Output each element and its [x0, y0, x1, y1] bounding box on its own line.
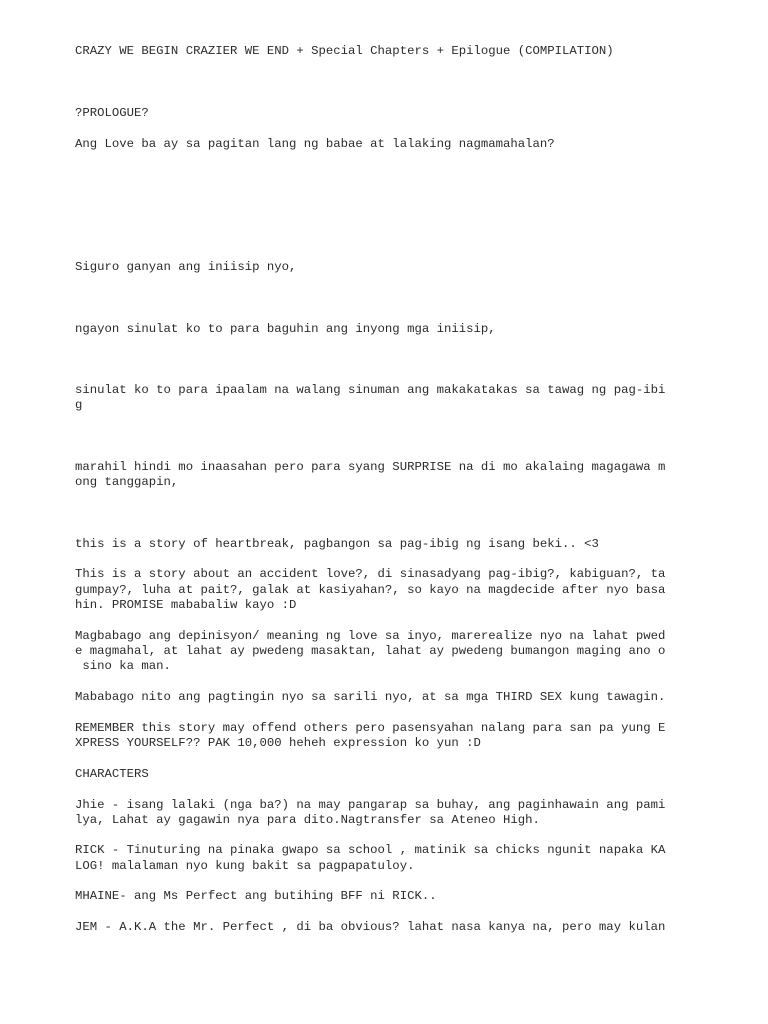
text-line: JEM - A.K.A the Mr. Perfect , di ba obvious? lahat nasa kanya na, pero may kulan: [75, 920, 666, 934]
text-line: this is a story of heartbreak, pagbangon sa pag-ibig ng isang beki.. <3: [75, 537, 599, 551]
text-line: Magbabago ang depinisyon/ meaning ng love sa inyo, marerealize nyo na lahat pwed: [75, 629, 666, 643]
text-line: Jhie - isang lalaki (nga ba?) na may pangarap sa buhay, ang paginhawain ang pami: [75, 798, 666, 812]
text-line: XPRESS YOURSELF?? PAK 10,000 heheh expression ko yun :D: [75, 736, 481, 750]
text-line: Mababago nito ang pagtingin nyo sa sarili nyo, at sa mga THIRD SEX kung tawagin.: [75, 690, 666, 704]
text-line: e magmahal, at lahat ay pwedeng masaktan, lahat ay pwedeng bumangon maging ano o: [75, 644, 666, 658]
text-line: ngayon sinulat ko to para baguhin ang inyong mga iniisip,: [75, 322, 496, 336]
text-line: hin. PROMISE mababaliw kayo :D: [75, 598, 297, 612]
text-line: MHAINE- ang Ms Perfect ang butihing BFF ni RICK..: [75, 889, 437, 903]
text-line: gumpay?, luha at pait?, galak at kasiyahan?, so kayo na magdecide after nyo basa: [75, 583, 666, 597]
text-line: sino ka man.: [75, 659, 171, 673]
text-line: marahil hindi mo inaasahan pero para syang SURPRISE na di mo akalaing magagawa m: [75, 460, 666, 474]
text-line: LOG! malalaman nyo kung bakit sa pagpapatuloy.: [75, 859, 415, 873]
text-line: This is a story about an accident love?, di sinasadyang pag-ibig?, kabiguan?, ta: [75, 567, 666, 581]
text-line: Siguro ganyan ang iniisip nyo,: [75, 260, 297, 274]
characters-heading: CHARACTERS: [75, 767, 149, 781]
text-line: RICK - Tinuturing na pinaka gwapo sa school , matinik sa chicks ngunit napaka KA: [75, 843, 666, 857]
document-title: CRAZY WE BEGIN CRAZIER WE END + Special Chapters + Epilogue (COMPILATION): [75, 44, 614, 58]
text-line: REMEMBER this story may offend others pero pasensyahan nalang para san pa yung E: [75, 721, 666, 735]
text-line: g: [75, 398, 83, 412]
text-line: lya, Lahat ay gagawin nya para dito.Nagtransfer sa Ateneo High.: [75, 813, 540, 827]
text-line: Ang Love ba ay sa pagitan lang ng babae at lalaking nagmamahalan?: [75, 137, 555, 151]
text-line: sinulat ko to para ipaalam na walang sinuman ang makakatakas sa tawag ng pag-ibi: [75, 383, 666, 397]
text-line: ong tanggapin,: [75, 475, 179, 489]
prologue-heading: ?PROLOGUE?: [75, 106, 149, 120]
